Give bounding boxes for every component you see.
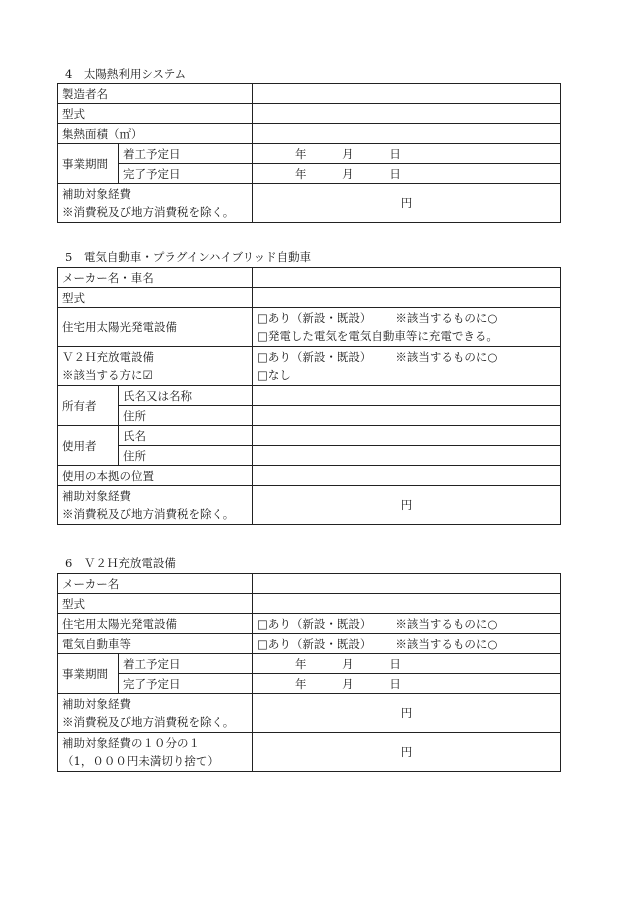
section-5-table [57,267,560,525]
cost-label [58,694,253,733]
cost-label-line2: ※消費税及び地方消費税を除く。 [62,715,235,729]
month-unit: 月 [342,166,354,181]
solar-options [253,308,561,347]
end-label: 完了予定日 [119,674,253,694]
start-label: 着工予定日 [119,654,253,674]
year-unit: 年 [295,676,307,691]
day-unit: 日 [389,166,401,181]
solar-note: ※該当するものに○ [395,311,498,325]
tenth-label-line2: （1，０００円未満切り捨て） [62,754,219,768]
user-name-field[interactable] [253,426,561,446]
user-address-field[interactable] [253,446,561,466]
model-field[interactable] [253,104,561,124]
cost-label-line2: ※消費税及び地方消費税を除く。 [62,205,235,219]
cost-field[interactable] [253,486,561,525]
owner-address-field[interactable] [253,406,561,426]
start-date-field[interactable] [253,654,561,674]
user-address-label: 住所 [119,446,253,466]
section-6-title: 6 Ｖ２Ｈ充放電設備 [65,556,176,570]
section-4-title: 4 太陽熱利用システム [65,67,187,81]
ev-option-exists[interactable]: □あり（新設・既設） [257,636,372,651]
model-label: 型式 [58,104,253,124]
v2h-options [253,347,561,386]
base-location-label: 使用の本拠の位置 [58,466,253,486]
start-label: 着工予定日 [119,144,253,164]
owner-name-label: 氏名又は名称 [119,386,253,406]
yen-unit: 円 [400,498,413,512]
maker-label: メーカー名・車名 [58,268,253,288]
cost-label-line2: ※消費税及び地方消費税を除く。 [62,507,235,521]
area-label: 集熱面積（㎡） [58,124,253,144]
v2h-label [58,347,253,386]
month-unit: 月 [342,146,354,161]
v2h-label-line1: Ｖ２Ｈ充放電設備 [62,350,154,364]
period-label: 事業期間 [58,654,119,694]
section-5-title: 5 電気自動車・プラグインハイブリッド自動車 [65,250,312,264]
maker-label: メーカー名 [58,574,253,594]
user-label: 使用者 [58,426,119,466]
model-field[interactable] [253,288,561,308]
end-date-field[interactable] [253,674,561,694]
day-unit: 日 [389,146,401,161]
yen-unit: 円 [400,196,413,210]
section-6-table [57,573,560,772]
v2h-label-line2: ※該当する方に☑ [62,368,153,382]
day-unit: 日 [389,676,401,691]
cost-label [58,184,253,223]
month-unit: 月 [342,656,354,671]
owner-address-label: 住所 [119,406,253,426]
model-field[interactable] [253,594,561,614]
maker-label: 製造者名 [58,84,253,104]
owner-label: 所有者 [58,386,119,426]
year-unit: 年 [295,146,307,161]
maker-field[interactable] [253,574,561,594]
period-label: 事業期間 [58,144,119,184]
tenth-label-line1: 補助対象経費の１０分の１ [62,736,200,750]
tenth-label [58,733,253,772]
solar-label: 住宅用太陽光発電設備 [58,308,253,347]
ev-label: 電気自動車等 [58,634,253,654]
solar-option-exists[interactable]: □あり（新設・既設） [257,311,372,325]
solar-option-exists[interactable]: □あり（新設・既設） [257,616,372,631]
v2h-option-exists[interactable]: □あり（新設・既設） [257,350,372,364]
end-date-field[interactable] [253,164,561,184]
user-name-label: 氏名 [119,426,253,446]
ev-note: ※該当するものに○ [395,636,498,651]
area-field[interactable] [253,124,561,144]
cost-label-line1: 補助対象経費 [62,489,131,503]
day-unit: 日 [389,656,401,671]
yen-unit: 円 [400,706,413,720]
cost-label-line1: 補助対象経費 [62,697,131,711]
maker-field[interactable] [253,268,561,288]
ev-options [253,634,561,654]
cost-field[interactable] [253,184,561,223]
end-label: 完了予定日 [119,164,253,184]
cost-label [58,486,253,525]
solar-note: ※該当するものに○ [395,616,498,631]
year-unit: 年 [295,166,307,181]
v2h-note: ※該当するものに○ [395,350,498,364]
maker-field[interactable] [253,84,561,104]
start-date-field[interactable] [253,144,561,164]
solar-label: 住宅用太陽光発電設備 [58,614,253,634]
base-location-field[interactable] [253,466,561,486]
owner-name-field[interactable] [253,386,561,406]
yen-unit: 円 [400,745,413,759]
solar-option-charge[interactable]: □発電した電気を電気自動車等に充電できる。 [257,329,498,343]
model-label: 型式 [58,594,253,614]
v2h-option-none[interactable]: □なし [257,368,291,382]
model-label: 型式 [58,288,253,308]
cost-field[interactable] [253,694,561,733]
solar-options [253,614,561,634]
tenth-field[interactable] [253,733,561,772]
cost-label-line1: 補助対象経費 [62,187,131,201]
year-unit: 年 [295,656,307,671]
month-unit: 月 [342,676,354,691]
section-4-table [57,83,560,223]
